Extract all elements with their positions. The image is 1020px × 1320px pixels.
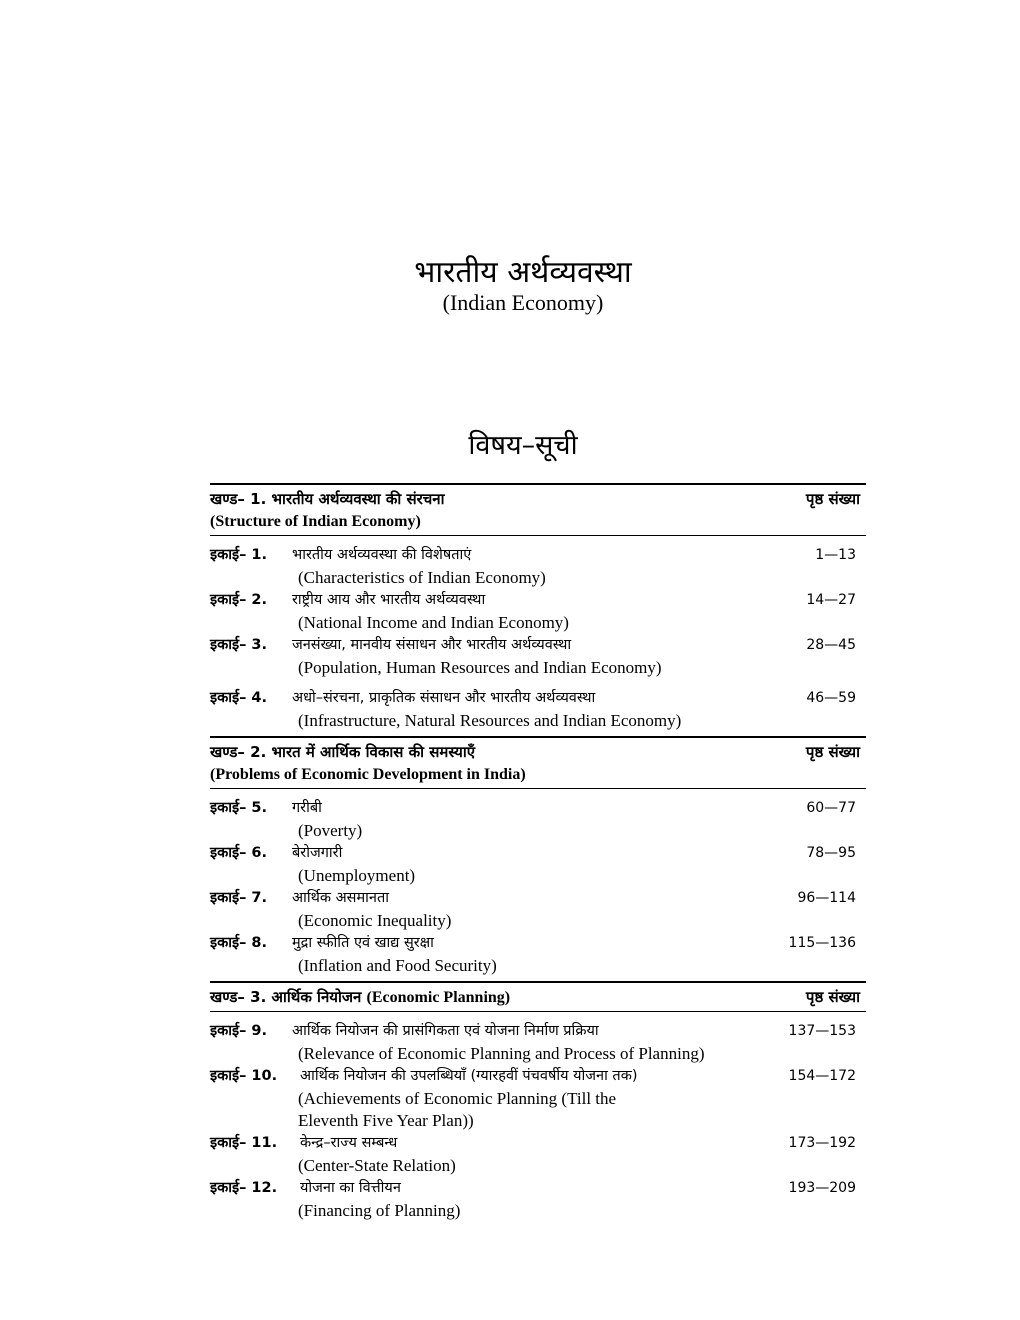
unit-title-hindi: अधो–संरचना, प्राकृतिक संसाधन और भारतीय अर्थव्यवस्था — [292, 690, 596, 706]
section-title-english: (Problems of Economic Development in India) — [210, 766, 526, 783]
unit-pages: 154—172 — [788, 1068, 856, 1084]
list-item[interactable] — [210, 1020, 866, 1065]
page-number-header: पृष्ठ संख्या — [805, 988, 860, 1006]
section-2-units — [210, 789, 866, 981]
list-item[interactable] — [210, 589, 866, 634]
section-1-units — [210, 536, 866, 736]
unit-pages: 137—153 — [788, 1023, 856, 1039]
section-1-header — [210, 483, 866, 536]
unit-label: इकाई– 5. — [210, 800, 268, 816]
unit-title-english: (Characteristics of Indian Economy) — [298, 568, 546, 587]
unit-title-hindi: राष्ट्रीय आय और भारतीय अर्थव्यवस्था — [292, 592, 486, 608]
book-title-hindi: भारतीय अर्थव्यवस्था — [414, 255, 632, 290]
unit-pages: 14—27 — [806, 592, 856, 608]
unit-label: इकाई– 4. — [210, 690, 268, 706]
section-2-header — [210, 736, 866, 789]
unit-pages: 1—13 — [815, 547, 856, 563]
section-label: खण्ड– 2. — [210, 743, 267, 761]
unit-label: इकाई– 1. — [210, 547, 268, 563]
unit-pages: 78—95 — [806, 845, 856, 861]
unit-pages: 28—45 — [806, 637, 856, 653]
list-item[interactable] — [210, 842, 866, 887]
unit-title-english: (Unemployment) — [298, 866, 416, 885]
unit-label: इकाई– 11. — [210, 1135, 278, 1151]
unit-title-english: (Achievements of Economic Planning (Till the — [298, 1089, 617, 1108]
section-title-english: (Economic Planning) — [366, 989, 511, 1006]
page-number-header: पृष्ठ संख्या — [805, 743, 860, 761]
unit-title-english: (Population, Human Resources and Indian Economy) — [298, 658, 662, 677]
unit-title-hindi: जनसंख्या, मानवीय संसाधन और भारतीय अर्थव्यवस्था — [292, 637, 572, 653]
unit-title-hindi: गरीबी — [292, 800, 322, 816]
list-item[interactable] — [210, 887, 866, 932]
unit-label: इकाई– 10. — [210, 1068, 278, 1084]
unit-label: इकाई– 3. — [210, 637, 268, 653]
unit-title-english: (Relevance of Economic Planning and Process of Planning) — [298, 1044, 705, 1063]
table-of-contents — [210, 483, 866, 1226]
section-title-hindi: आर्थिक नियोजन — [271, 988, 362, 1006]
unit-title-english: (Financing of Planning) — [298, 1201, 461, 1220]
list-item[interactable] — [210, 634, 866, 679]
section-title-hindi: भारत में आर्थिक विकास की समस्याएँ — [271, 743, 476, 761]
list-item[interactable] — [210, 1065, 866, 1132]
unit-pages: 193—209 — [788, 1180, 856, 1196]
page-number-header: पृष्ठ संख्या — [805, 490, 860, 508]
unit-label: इकाई– 6. — [210, 845, 268, 861]
unit-label: इकाई– 12. — [210, 1180, 278, 1196]
section-title-english: (Structure of Indian Economy) — [210, 513, 421, 530]
unit-title-hindi: आर्थिक असमानता — [292, 890, 389, 906]
unit-title-hindi: आर्थिक नियोजन की प्रासंगिकता एवं योजना निर्माण प्रक्रिया — [292, 1023, 599, 1039]
section-label: खण्ड– 1. — [210, 490, 267, 508]
unit-title-hindi: आर्थिक नियोजन की उपलब्धियाँ (ग्यारहवीं पंचवर्षीय योजना तक) — [300, 1068, 638, 1084]
unit-title-english: (Poverty) — [298, 821, 363, 840]
toc-heading: विषय–सूची — [468, 430, 578, 461]
list-item[interactable] — [210, 1132, 866, 1177]
unit-label: इकाई– 2. — [210, 592, 268, 608]
list-item[interactable] — [210, 797, 866, 842]
unit-title-english: (Inflation and Food Security) — [298, 956, 497, 975]
section-title-hindi: भारतीय अर्थव्यवस्था की संरचना — [271, 490, 445, 508]
unit-pages: 60—77 — [806, 800, 856, 816]
unit-title-hindi: मुद्रा स्फीति एवं खाद्य सुरक्षा — [292, 935, 434, 951]
unit-title-hindi: योजना का वित्तीयन — [300, 1180, 401, 1196]
unit-label: इकाई– 8. — [210, 935, 268, 951]
list-item[interactable] — [210, 1177, 866, 1222]
list-item[interactable] — [210, 544, 866, 589]
list-item[interactable] — [210, 932, 866, 977]
unit-title-hindi: भारतीय अर्थव्यवस्था की विशेषताएं — [292, 547, 472, 563]
unit-title-hindi: केन्द्र–राज्य सम्बन्ध — [300, 1135, 398, 1151]
unit-pages: 115—136 — [788, 935, 856, 951]
section-3-units — [210, 1012, 866, 1226]
unit-label: इकाई– 9. — [210, 1023, 268, 1039]
unit-title-english: (Economic Inequality) — [298, 911, 452, 930]
book-title-english: (Indian Economy) — [442, 290, 604, 315]
unit-title-english: (Center-State Relation) — [298, 1156, 456, 1175]
unit-label: इकाई– 7. — [210, 890, 268, 906]
unit-title-english: (Infrastructure, Natural Resources and Indian Economy) — [298, 711, 682, 730]
unit-pages: 173—192 — [788, 1135, 856, 1151]
unit-title-english-cont: Eleventh Five Year Plan)) — [298, 1111, 474, 1130]
unit-title-hindi: बेरोजगारी — [292, 845, 343, 861]
section-label: खण्ड– 3. — [210, 988, 267, 1006]
unit-pages: 96—114 — [797, 890, 856, 906]
list-item[interactable] — [210, 687, 866, 732]
section-3-header — [210, 981, 866, 1012]
unit-pages: 46—59 — [806, 690, 856, 706]
unit-title-english: (National Income and Indian Economy) — [298, 613, 569, 632]
